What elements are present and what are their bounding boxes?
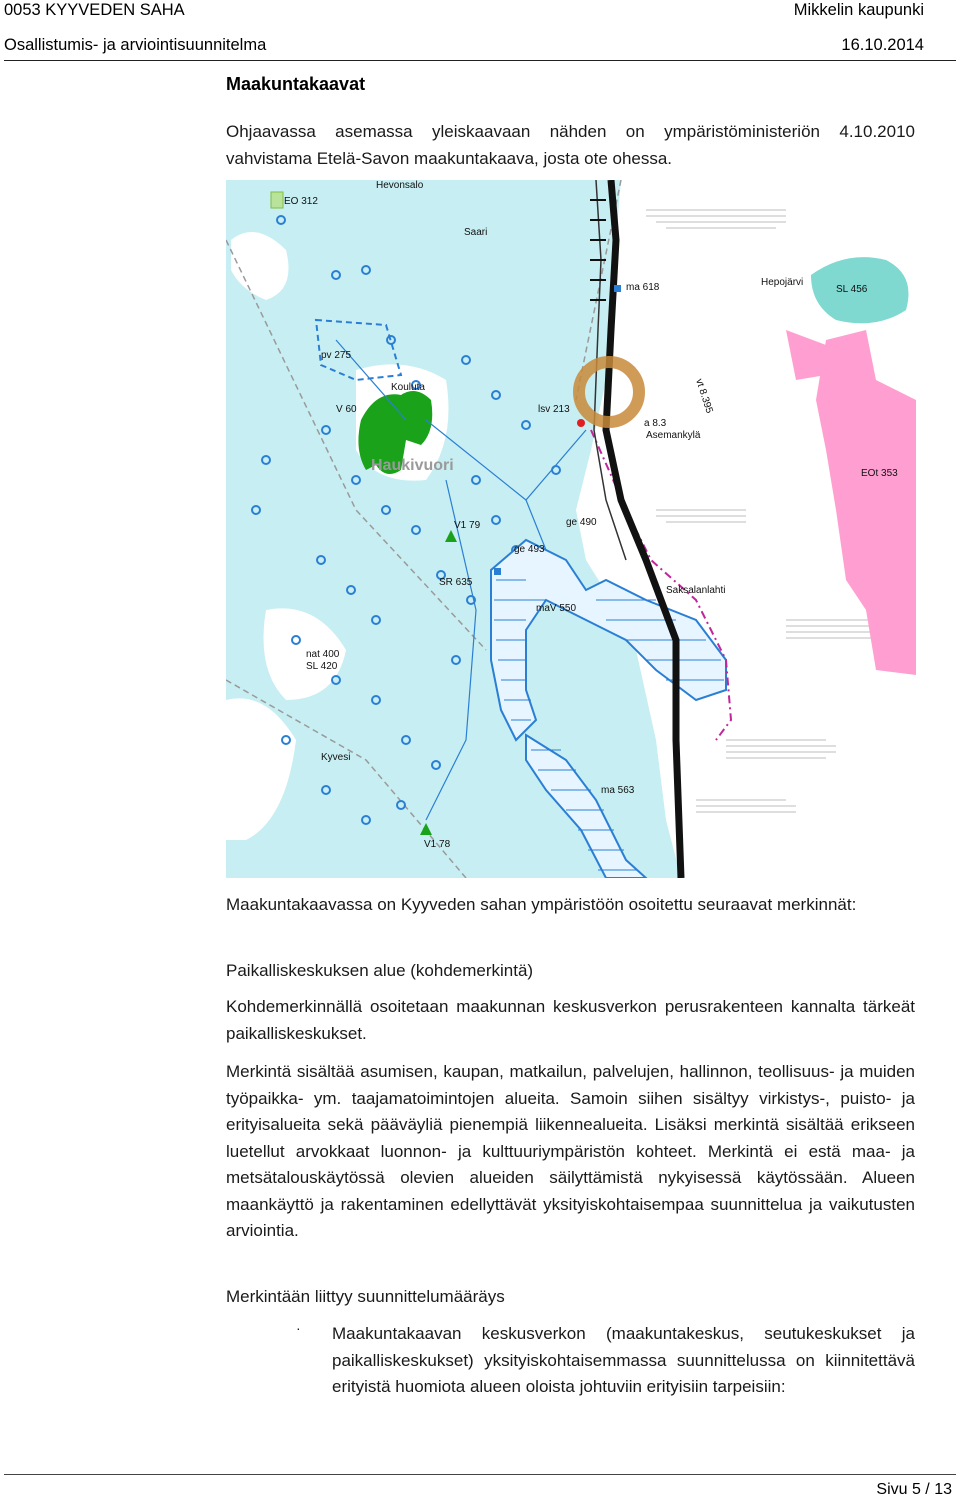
label-kyvesi: Kyvesi — [321, 752, 351, 763]
section-title: Maakuntakaavat — [226, 74, 366, 94]
label-eo312: EO 312 — [284, 196, 318, 207]
label-ma563: ma 563 — [601, 785, 635, 796]
sr635-marker — [494, 568, 501, 575]
header-bottom-row — [4, 36, 924, 55]
label-ge490: ge 490 — [566, 517, 597, 528]
bullet-icon: · — [296, 1320, 301, 1336]
label-asemankyla: Asemankylä — [646, 430, 701, 441]
label-nat400: nat 400 — [306, 649, 340, 660]
doc-code: 0053 KYYVEDEN SAHA — [4, 1, 185, 19]
label-lsv213: lsv 213 — [538, 404, 570, 415]
subheading-planning-regulation: Merkintään liittyy suunnittelumääräys — [226, 1287, 505, 1306]
doc-date: 16.10.2014 — [841, 36, 924, 54]
label-eot353: EOt 353 — [861, 468, 898, 479]
label-v178: V1 78 — [424, 839, 451, 850]
label-sr635: SR 635 — [439, 577, 473, 588]
footer-divider — [4, 1474, 956, 1475]
label-ma618: ma 618 — [626, 282, 660, 293]
label-haukivuori: Haukivuori — [371, 457, 454, 474]
page-number: Sivu 5 / 13 — [876, 1481, 952, 1498]
intro-paragraph: Ohjaavassa asemassa yleiskaavaan nähden on ympäristöministeriön 4.10.2010 vahvistama Etelä-Savon maakuntakaava, josta ote ohessa. — [226, 122, 915, 168]
eo312-box — [271, 192, 283, 208]
label-v60: V 60 — [336, 404, 357, 415]
header-divider — [4, 60, 956, 61]
label-a83: a 8.3 — [644, 418, 667, 429]
subheading-local-centre: Paikalliskeskuksen alue (kohdemerkintä) — [226, 961, 534, 980]
label-pv275: pv 275 — [321, 350, 352, 361]
label-saksalanlahti: Saksalanlahti — [666, 585, 726, 596]
label-vt8395: vt 8.395 — [693, 377, 715, 415]
paragraph-object-marking: Kohdemerkinnällä osoitetaan maakunnan keskusverkon perusrakenteen kannalta tärkeät paikalliskeskukset. — [226, 997, 915, 1043]
regional-plan-map — [226, 180, 916, 878]
red-point — [577, 419, 585, 427]
label-sl456: SL 456 — [836, 284, 868, 295]
label-sl420: SL 420 — [306, 661, 338, 672]
paragraph-marking-contents: Merkintä sisältää asumisen, kaupan, matkailun, palvelujen, hallinnon, teollisuus- ja muiden työpaikka- ym. taajamatoimintojen alueita. Samoin siihen sisältyy virkistys-, puisto- ja erityisalueita sekä pääväyliä pienempiä liikennealueita. Lisäksi merkintä sisältää erikseen luetellut arvokkaat luonnon- ja kulttuuriympäristön kohteet. Merkintä ei estä maa- ja metsätalouskäytössä olevien alueiden säilyttämistä nykyisessä käytössään. Alueen maankäyttö ja rakentaminen edellyttävät yksityiskohtaisempaa suunnittelua ja vaikutusten arviointia. — [226, 1062, 915, 1240]
header-top-row — [4, 1, 924, 20]
label-saari: Saari — [464, 227, 488, 238]
label-mav550: maV 550 — [536, 603, 577, 614]
label-koulu: Kouluta — [391, 382, 425, 393]
municipality: Mikkelin kaupunki — [793, 1, 924, 19]
paragraph-markings-intro: Maakuntakaavassa on Kyyveden sahan ympäristöön osoitettu seuraavat merkinnät: — [226, 895, 857, 914]
label-hepojarvi: Hepojärvi — [761, 277, 804, 288]
label-v179: V1 79 — [454, 520, 481, 531]
label-hevonsalo: Hevonsalo — [376, 180, 424, 191]
doc-type: Osallistumis- ja arviointisuunnitelma — [4, 36, 267, 54]
label-ge493: ge 493 — [514, 544, 545, 555]
bullet-text: Maakuntakaavan keskusverkon (maakuntakeskus, seutukeskukset ja paikalliskeskukset) yksityiskohtaisemmassa suunnittelussa on kiinnitettävä erityistä huomiota alueen oloista johtuviin erityisiin tarpeisiin: — [332, 1324, 915, 1396]
ma618-marker — [614, 285, 621, 292]
